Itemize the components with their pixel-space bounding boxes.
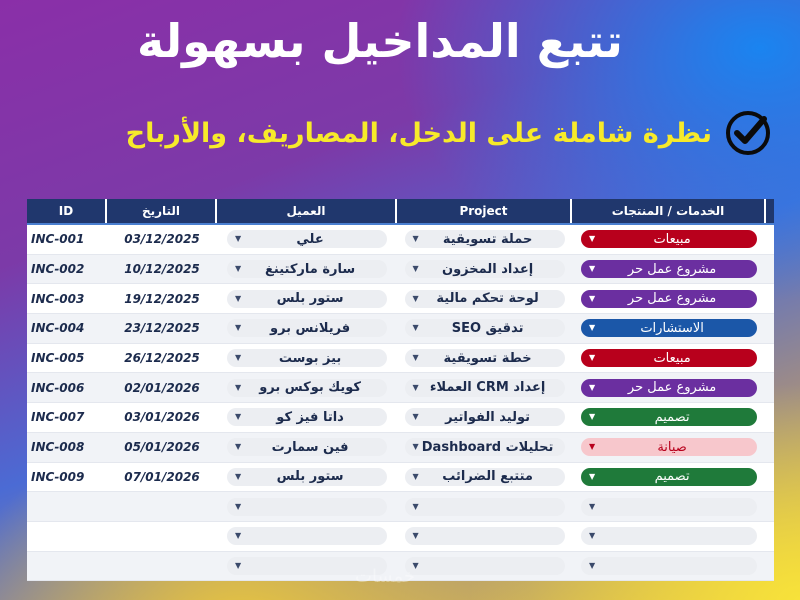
cell-id[interactable] — [27, 552, 107, 581]
service-value: صيانة — [657, 439, 687, 455]
project-value: خطة تسويقية — [443, 350, 532, 366]
chevron-down-icon[interactable]: ▼ — [412, 353, 419, 363]
chevron-down-icon[interactable]: ▼ — [235, 531, 242, 541]
client-dropdown[interactable] — [227, 498, 387, 516]
chevron-down-icon[interactable]: ▼ — [235, 264, 242, 274]
chevron-down-icon[interactable]: ▼ — [412, 501, 419, 511]
cell-client — [217, 225, 397, 254]
client-value: فين سمارت — [271, 439, 349, 455]
cell-client — [217, 403, 397, 432]
table-row — [27, 284, 774, 314]
table-row — [27, 373, 774, 403]
cell-client — [217, 433, 397, 462]
chevron-down-icon[interactable]: ▼ — [589, 353, 596, 363]
table-row — [27, 522, 774, 552]
table-header — [27, 199, 774, 225]
cell-project — [397, 314, 572, 343]
project-value: توليد الفواتير — [445, 409, 530, 425]
service-value: تصميم — [654, 469, 690, 485]
chevron-down-icon[interactable]: ▼ — [235, 412, 242, 422]
cell-id[interactable]: INC-009 — [31, 469, 85, 484]
cell-date[interactable]: 03/01/2026 — [124, 410, 200, 425]
cell-date[interactable]: 26/12/2025 — [124, 351, 200, 366]
chevron-down-icon[interactable]: ▼ — [589, 412, 596, 422]
client-dropdown[interactable] — [227, 319, 387, 337]
service-value: مبيعات — [653, 350, 691, 366]
cell-project — [397, 463, 572, 492]
service-value: مشروع عمل حر — [627, 261, 717, 277]
page-subtitle: نظرة شاملة على الدخل، المصاريف، والأرباح — [125, 117, 712, 149]
cell-date[interactable]: 02/01/2026 — [124, 380, 200, 395]
client-value: بيز بوست — [278, 350, 342, 366]
cell-client — [217, 522, 397, 551]
cell-id[interactable]: INC-004 — [31, 321, 85, 336]
cell-project — [397, 344, 572, 373]
cell-id[interactable] — [27, 492, 107, 521]
project-value: لوحة تحكم مالية — [436, 291, 539, 307]
cell-service — [572, 403, 766, 432]
cell-client — [217, 255, 397, 284]
cell-id[interactable]: INC-007 — [31, 410, 85, 425]
client-value: ستور بلس — [276, 291, 344, 307]
project-dropdown[interactable] — [405, 319, 565, 337]
column-header-service: الخدمات / المنتجات — [572, 199, 766, 223]
cell-project — [397, 373, 572, 402]
cell-date[interactable]: 05/01/2026 — [124, 440, 200, 455]
chevron-down-icon[interactable]: ▼ — [235, 471, 242, 481]
client-dropdown[interactable] — [227, 290, 387, 308]
client-value: ستور بلس — [276, 469, 344, 485]
chevron-down-icon[interactable]: ▼ — [412, 293, 419, 303]
chevron-down-icon[interactable]: ▼ — [589, 471, 596, 481]
cell-id[interactable]: INC-002 — [31, 262, 85, 277]
cell-id[interactable]: INC-008 — [31, 440, 85, 455]
cell-date[interactable]: 03/12/2025 — [124, 232, 200, 247]
project-value: تدقيق SEO — [451, 320, 524, 336]
cell-service — [572, 344, 766, 373]
project-dropdown[interactable] — [405, 468, 565, 486]
cell-project — [397, 255, 572, 284]
project-value: إعداد CRM العملاء — [429, 380, 546, 396]
cell-id[interactable]: INC-003 — [31, 291, 85, 306]
cell-project — [397, 433, 572, 462]
client-dropdown[interactable] — [227, 349, 387, 367]
client-value: علي — [296, 231, 324, 247]
service-value: تصميم — [654, 409, 690, 425]
service-value: مبيعات — [653, 231, 691, 247]
cell-project — [397, 492, 572, 521]
cell-date[interactable]: 10/12/2025 — [124, 262, 200, 277]
cell-id[interactable]: INC-006 — [31, 380, 85, 395]
client-dropdown[interactable] — [227, 527, 387, 545]
service-value: مشروع عمل حر — [627, 380, 717, 396]
check-circle-icon — [724, 109, 772, 157]
cell-service — [572, 314, 766, 343]
cell-client — [217, 284, 397, 313]
cell-service — [572, 373, 766, 402]
service-dropdown[interactable] — [581, 408, 757, 426]
chevron-down-icon[interactable]: ▼ — [589, 293, 596, 303]
cell-client — [217, 344, 397, 373]
client-dropdown[interactable] — [227, 438, 387, 456]
cell-project — [397, 522, 572, 551]
cell-service — [572, 492, 766, 521]
chevron-down-icon[interactable]: ▼ — [589, 531, 596, 541]
chevron-down-icon[interactable]: ▼ — [589, 323, 596, 333]
service-value: الاستشارات — [640, 320, 704, 336]
chevron-down-icon[interactable]: ▼ — [235, 382, 242, 392]
cell-service — [572, 225, 766, 254]
cell-service — [572, 255, 766, 284]
table-row — [27, 463, 774, 493]
project-dropdown[interactable] — [405, 349, 565, 367]
cell-project — [397, 403, 572, 432]
project-dropdown[interactable] — [405, 557, 565, 575]
chevron-down-icon[interactable]: ▼ — [235, 293, 242, 303]
chevron-down-icon[interactable]: ▼ — [412, 382, 419, 392]
service-dropdown[interactable] — [581, 290, 757, 308]
service-dropdown[interactable] — [581, 527, 757, 545]
chevron-down-icon[interactable]: ▼ — [589, 501, 596, 511]
chevron-down-icon[interactable]: ▼ — [412, 412, 419, 422]
cell-date[interactable]: 07/01/2026 — [124, 469, 200, 484]
cell-client — [217, 463, 397, 492]
chevron-down-icon[interactable]: ▼ — [412, 442, 419, 452]
cell-date[interactable] — [107, 552, 217, 581]
client-dropdown[interactable] — [227, 230, 387, 248]
client-dropdown[interactable] — [227, 468, 387, 486]
client-dropdown[interactable] — [227, 379, 387, 397]
chevron-down-icon[interactable]: ▼ — [235, 501, 242, 511]
service-dropdown[interactable] — [581, 379, 757, 397]
service-dropdown[interactable] — [581, 468, 757, 486]
service-dropdown[interactable] — [581, 230, 757, 248]
table-row — [27, 344, 774, 374]
table-body — [27, 225, 774, 581]
cell-id[interactable]: INC-005 — [31, 351, 85, 366]
cell-service — [572, 433, 766, 462]
project-value: تحليلات Dashboard — [421, 439, 554, 455]
client-dropdown[interactable] — [227, 408, 387, 426]
project-dropdown[interactable] — [405, 408, 565, 426]
chevron-down-icon[interactable]: ▼ — [412, 531, 419, 541]
chevron-down-icon[interactable]: ▼ — [589, 264, 596, 274]
table-row — [27, 433, 774, 463]
project-dropdown[interactable] — [405, 438, 565, 456]
chevron-down-icon[interactable]: ▼ — [589, 234, 596, 244]
service-value: مشروع عمل حر — [627, 291, 717, 307]
cell-service — [572, 284, 766, 313]
cell-project — [397, 284, 572, 313]
page-title: تتبع المداخيل بسهولة — [137, 14, 623, 68]
service-dropdown[interactable] — [581, 438, 757, 456]
watermark: خمسات — [355, 566, 416, 587]
cell-client — [217, 492, 397, 521]
cell-client — [217, 314, 397, 343]
cell-project — [397, 552, 572, 581]
chevron-down-icon[interactable]: ▼ — [589, 560, 596, 570]
project-value: حملة تسويقية — [442, 231, 533, 247]
table-row — [27, 314, 774, 344]
chevron-down-icon[interactable]: ▼ — [235, 234, 242, 244]
chevron-down-icon[interactable]: ▼ — [235, 353, 242, 363]
client-value: سارة ماركتينغ — [265, 261, 356, 277]
project-dropdown[interactable] — [405, 498, 565, 516]
chevron-down-icon[interactable]: ▼ — [235, 442, 242, 452]
income-table — [27, 199, 774, 570]
cell-date[interactable]: 19/12/2025 — [124, 291, 200, 306]
service-dropdown[interactable] — [581, 260, 757, 278]
table-row — [27, 225, 774, 255]
chevron-down-icon[interactable]: ▼ — [412, 560, 419, 570]
cell-date[interactable] — [107, 522, 217, 551]
cell-project — [397, 225, 572, 254]
cell-id[interactable]: INC-001 — [31, 232, 85, 247]
project-dropdown[interactable] — [405, 230, 565, 248]
chevron-down-icon[interactable]: ▼ — [589, 442, 596, 452]
table-row — [27, 492, 774, 522]
service-dropdown[interactable] — [581, 349, 757, 367]
chevron-down-icon[interactable]: ▼ — [412, 264, 419, 274]
column-header-spacer — [766, 199, 774, 223]
chevron-down-icon[interactable]: ▼ — [589, 382, 596, 392]
cell-id[interactable] — [27, 522, 107, 551]
chevron-down-icon[interactable]: ▼ — [235, 323, 242, 333]
column-header-date: التاريخ — [107, 199, 217, 223]
project-dropdown[interactable] — [405, 379, 565, 397]
chevron-down-icon[interactable]: ▼ — [412, 234, 419, 244]
client-value: داتا فيز كو — [276, 409, 344, 425]
service-dropdown[interactable] — [581, 319, 757, 337]
cell-service — [572, 552, 766, 581]
cell-client — [217, 373, 397, 402]
project-value: متتبع الضرائب — [442, 469, 533, 485]
table-row — [27, 255, 774, 285]
client-value: كويك بوكس برو — [259, 380, 361, 396]
service-dropdown[interactable] — [581, 557, 757, 575]
cell-service — [572, 522, 766, 551]
column-header-id: ID — [27, 199, 107, 223]
subtitle-row — [126, 110, 772, 156]
cell-date[interactable]: 23/12/2025 — [124, 321, 200, 336]
chevron-down-icon[interactable]: ▼ — [412, 471, 419, 481]
cell-service — [572, 463, 766, 492]
client-dropdown[interactable] — [227, 260, 387, 278]
column-header-project: Project — [397, 199, 572, 223]
project-dropdown[interactable] — [405, 290, 565, 308]
project-value: إعداد المخزون — [441, 261, 534, 277]
client-value: فريلانس برو — [269, 320, 351, 336]
service-dropdown[interactable] — [581, 498, 757, 516]
project-dropdown[interactable] — [405, 260, 565, 278]
cell-date[interactable] — [107, 492, 217, 521]
chevron-down-icon[interactable]: ▼ — [235, 560, 242, 570]
column-header-client: العميل — [217, 199, 397, 223]
project-dropdown[interactable] — [405, 527, 565, 545]
chevron-down-icon[interactable]: ▼ — [412, 323, 419, 333]
table-row — [27, 403, 774, 433]
